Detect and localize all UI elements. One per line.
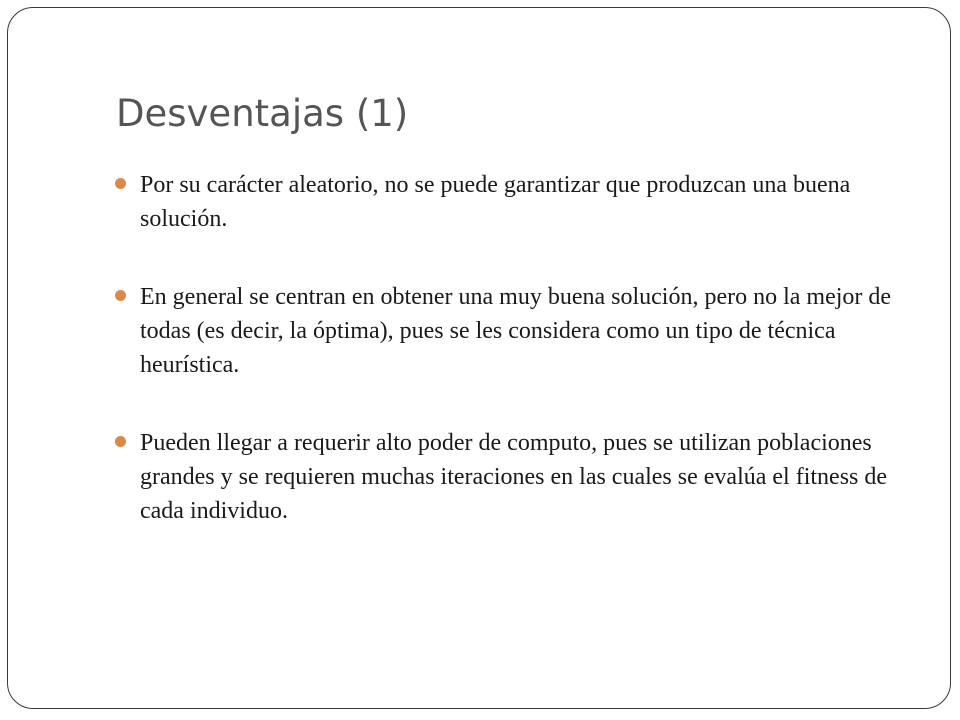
bullet-item (112, 280, 912, 382)
bullet-dot-icon (115, 178, 126, 189)
bullet-text: Por su carácter aleatorio, no se puede garantizar que produzcan una buena solución. (140, 172, 851, 232)
bullet-dot-icon (115, 436, 126, 447)
bullet-item (112, 426, 912, 528)
slide-frame (7, 7, 951, 709)
bullet-list (112, 168, 912, 572)
bullet-dot-icon (115, 290, 126, 301)
bullet-text: Pueden llegar a requerir alto poder de computo, pues se utilizan poblaciones grandes y se requieren muchas iteraciones en las cuales se evalúa el fitness de cada individuo. (140, 430, 888, 524)
bullet-item (112, 168, 912, 236)
slide-title: Desventajas (1) (116, 92, 409, 135)
bullet-text: En general se centran en obtener una muy buena solución, pero no la mejor de todas (es decir, la óptima), pues se les considera como un tipo de técnica heurística. (140, 284, 892, 378)
